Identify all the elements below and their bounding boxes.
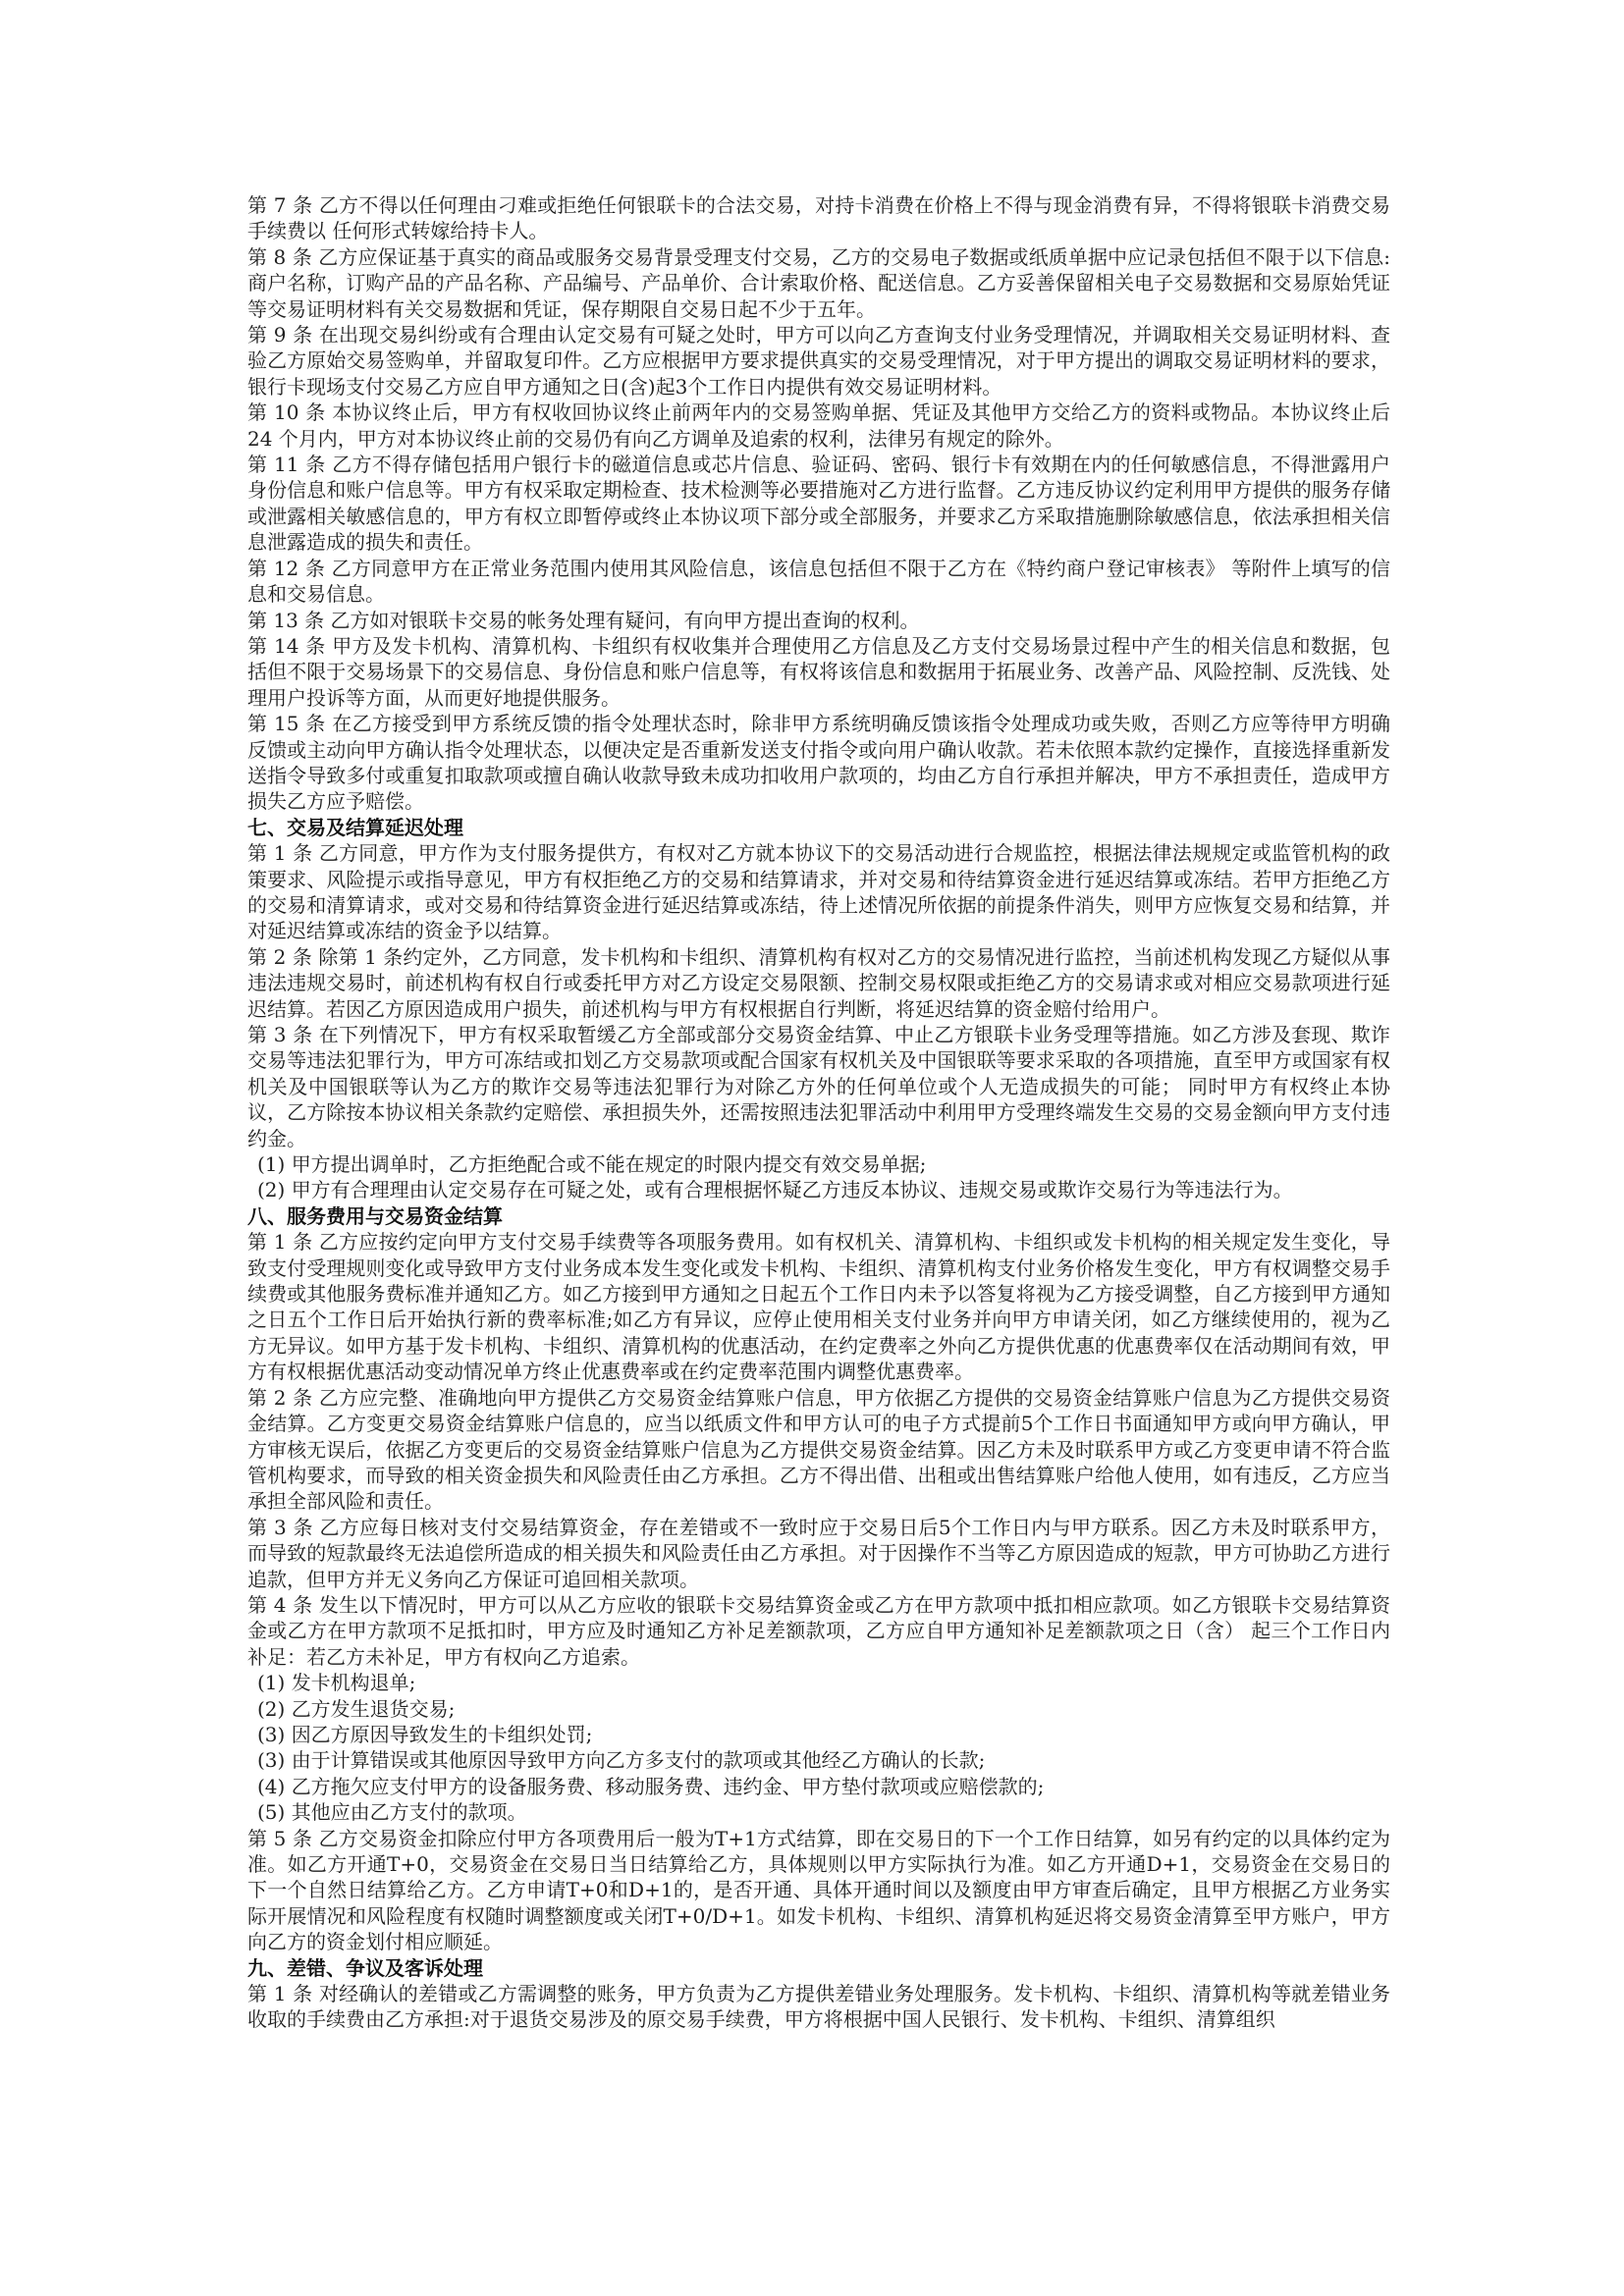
clause-paragraph: 第 10 条 本协议终止后，甲方有权收回协议终止前两年内的交易签购单据、凭证及其他甲方交给乙方的资料或物品。本协议终止后 24 个月内，甲方对本协议终止前的交易仍有向乙方调单及追索的权利，法律另有规定的除外。: [247, 400, 1390, 451]
clause-paragraph: 第 1 条 乙方应按约定向甲方支付交易手续费等各项服务费用。如有权机关、清算机构、卡组织或发卡机构的相关规定发生变化，导致支付受理规则变化或导致甲方支付业务成本发生变化或发卡机构、卡组织、清算机构支付业务价格发生变化，甲方有权调整交易手续费或其他服务费标准并通知乙方。如乙方接到甲方通知之日起五个工作日内未予以答复将视为乙方接受调整，自乙方接到甲方通知之日五个工作日后开始执行新的费率标准;如乙方有异议，应停止使用相关支付业务并向甲方申请关闭，如乙方继续使用的，视为乙方无异议。如甲方基于发卡机构、卡组织、清算机构的优惠活动，在约定费率之外向乙方提供优惠的优惠费率仅在活动期间有效，甲方有权根据优惠活动变动情况单方终止优惠费率或在约定费率范围内调整优惠费率。: [247, 1230, 1390, 1384]
clause-paragraph: 第 13 条 乙方如对银联卡交易的帐务处理有疑问，有向甲方提出查询的权利。: [247, 608, 920, 632]
list-item: (3) 由于计算错误或其他原因导致甲方向乙方多支付的款项或其他经乙方确认的长款;: [257, 1748, 986, 1773]
clause-paragraph: 第 12 条 乙方同意甲方在正常业务范围内使用其风险信息，该信息包括但不限于乙方在《特约商户登记审核表》 等附件上填写的信息和交易信息。: [247, 556, 1390, 607]
clause-paragraph: 第 1 条 对经确认的差错或乙方需调整的账务，甲方负责为乙方提供差错业务处理服务。发卡机构、卡组织、清算机构等就差错业务收取的手续费由乙方承担:对于退货交易涉及的原交易手续费，甲方将根据中国人民银行、发卡机构、卡组织、清算组织: [247, 1982, 1390, 2032]
clause-paragraph: 第 3 条 乙方应每日核对支付交易结算资金，存在差错或不一致时应于交易日后5个工作日内与甲方联系。因乙方未及时联系甲方，而导致的短款最终无法追偿所造成的相关损失和风险责任由乙方承担。对于因操作不当等乙方原因造成的短款，甲方可协助乙方进行追款，但甲方并无义务向乙方保证可追回相关款项。: [247, 1515, 1390, 1591]
section-heading: 七、交易及结算延迟处理: [247, 815, 463, 839]
list-item: (1) 发卡机构退单;: [257, 1671, 416, 1695]
list-item: (3) 因乙方原因导致发生的卡组织处罚;: [257, 1722, 593, 1746]
clause-paragraph: 第 3 条 在下列情况下，甲方有权采取暂缓乙方全部或部分交易资金结算、中止乙方银联卡业务受理等措施。如乙方涉及套现、欺诈交易等违法犯罪行为，甲方可冻结或扣划乙方交易款项或配合国家有权机关及中国银联等要求采取的各项措施，直至甲方或国家有权机关及中国银联等认为乙方的欺诈交易等违法犯罪行为对除乙方外的任何单位或个人无造成损失的可能； 同时甲方有权终止本协议，乙方除按本协议相关条款约定赔偿、承担损失外，还需按照违法犯罪活动中利用甲方受理终端发生交易的交易金额向甲方支付违约金。: [247, 1023, 1390, 1150]
list-item: (2) 甲方有合理理由认定交易存在可疑之处，或有合理根据怀疑乙方违反本协议、违规交易或欺诈交易行为等违法行为。: [257, 1178, 1293, 1202]
clause-paragraph: 第 11 条 乙方不得存储包括用户银行卡的磁道信息或芯片信息、验证码、密码、银行卡有效期在内的任何敏感信息，不得泄露用户身份信息和账户信息等。甲方有权采取定期检查、技术检测等必要措施对乙方进行监督。乙方违反协议约定利用甲方提供的服务存储或泄露相关敏感信息的，甲方有权立即暂停或终止本协议项下部分或全部服务，并要求乙方采取措施删除敏感信息，依法承担相关信息泄露造成的损失和责任。: [247, 453, 1390, 555]
clause-paragraph: 第 4 条 发生以下情况时，甲方可以从乙方应收的银联卡交易结算资金或乙方在甲方款项中抵扣相应款项。如乙方银联卡交易结算资金或乙方在甲方款项不足抵扣时，甲方应及时通知乙方补足差额款项，乙方应自甲方通知补足差额款项之日（含） 起三个工作日内补足：若乙方未补足，甲方有权向乙方追索。: [247, 1592, 1390, 1669]
clause-paragraph: 第 7 条 乙方不得以任何理由刁难或拒绝任何银联卡的合法交易，对持卡消费在价格上不得与现金消费有异，不得将银联卡消费交易手续费以 任何形式转嫁给持卡人。: [247, 193, 1390, 243]
clause-paragraph: 第 14 条 甲方及发卡机构、清算机构、卡组织有权收集并合理使用乙方信息及乙方支付交易场景过程中产生的相关信息和数据，包括但不限于交易场景下的交易信息、身份信息和账户信息等，有权将该信息和数据用于拓展业务、改善产品、风险控制、反洗钱、处理用户投诉等方面，从而更好地提供服务。: [247, 633, 1390, 710]
clause-paragraph: 第 1 条 乙方同意，甲方作为支付服务提供方，有权对乙方就本协议下的交易活动进行合规监控，根据法律法规规定或监管机构的政策要求、风险提示或指导意见，甲方有权拒绝乙方的交易和结算请求，并对交易和待结算资金进行延迟结算或冻结。若甲方拒绝乙方的交易和清算请求，或对交易和待结算资金进行延迟结算或冻结，待上述情况所依据的前提条件消失，则甲方应恢复交易和结算，并对延迟结算或冻结的资金予以结算。: [247, 841, 1390, 943]
list-item: (1) 甲方提出调单时，乙方拒绝配合或不能在规定的时限内提交有效交易单据;: [257, 1152, 927, 1177]
clause-paragraph: 第 8 条 乙方应保证基于真实的商品或服务交易背景受理支付交易，乙方的交易电子数据或纸质单据中应记录包括但不限于以下信息:商户名称，订购产品的产品名称、产品编号、产品单价、合计索取价格、配送信息。乙方妥善保留相关电子交易数据和交易原始凭证等交易证明材料有关交易数据和凭证，保存期限自交易日起不少于五年。: [247, 244, 1390, 321]
clause-paragraph: 第 5 条 乙方交易资金扣除应付甲方各项费用后一般为T+1方式结算，即在交易日的下一个工作日结算，如另有约定的以具体约定为准。如乙方开通T+0，交易资金在交易日当日结算给乙方，具体规则以甲方实际执行为准。如乙方开通D+1，交易资金在交易日的下一个自然日结算给乙方。乙方申请T+0和D+1的，是否开通、具体开通时间以及额度由甲方审查后确定，且甲方根据乙方业务实际开展情况和风险程度有权随时调整额度或关闭T+0/D+1。如发卡机构、卡组织、清算机构延迟将交易资金清算至甲方账户，甲方向乙方的资金划付相应顺延。: [247, 1826, 1390, 1954]
clause-paragraph: 第 2 条 除第 1 条约定外，乙方同意，发卡机构和卡组织、清算机构有权对乙方的交易情况进行监控，当前述机构发现乙方疑似从事违法违规交易时，前述机构有权自行或委托甲方对乙方设定交易限额、控制交易权限或拒绝乙方的交易请求或对相应交易款项进行延迟结算。若因乙方原因造成用户损失，前述机构与甲方有权根据自行判断，将延迟结算的资金赔付给用户。: [247, 944, 1390, 1021]
clause-paragraph: 第 2 条 乙方应完整、准确地向甲方提供乙方交易资金结算账户信息，甲方依据乙方提供的交易资金结算账户信息为乙方提供交易资金结算。乙方变更交易资金结算账户信息的，应当以纸质文件和甲方认可的电子方式提前5个工作日书面通知甲方或向甲方确认，甲方审核无误后，依据乙方变更后的交易资金结算账户信息为乙方提供交易资金结算。因乙方未及时联系甲方或乙方变更申请不符合监管机构要求，而导致的相关资金损失和风险责任由乙方承担。乙方不得出借、出租或出售结算账户给他人使用，如有违反，乙方应当承担全部风险和责任。: [247, 1385, 1390, 1514]
section-heading: 九、差错、争议及客诉处理: [247, 1955, 483, 1980]
list-item: (2) 乙方发生退货交易;: [257, 1696, 456, 1721]
list-item: (4) 乙方拖欠应支付甲方的设备服务费、移动服务费、违约金、甲方垫付款项或应赔偿款的;: [257, 1774, 1045, 1798]
clause-paragraph: 第 15 条 在乙方接受到甲方系统反馈的指令处理状态时，除非甲方系统明确反馈该指令处理成功或失败，否则乙方应等待甲方明确反馈或主动向甲方确认指令处理状态，以便决定是否重新发送支付指令或向用户确认收款。若未依照本款约定操作，直接选择重新发送指令导致多付或重复扣取款项或擅自确认收款导致未成功扣收用户款项的，均由乙方自行承担并解决，甲方不承担责任，造成甲方损失乙方应予赔偿。: [247, 712, 1390, 814]
clause-paragraph: 第 9 条 在出现交易纠纷或有合理由认定交易有可疑之处时，甲方可以向乙方查询支付业务受理情况，并调取相关交易证明材料、查验乙方原始交易签购单，并留取复印件。乙方应根据甲方要求提供真实的交易受理情况，对于甲方提出的调取交易证明材料的要求，银行卡现场支付交易乙方应自甲方通知之日(含)起3个工作日内提供有效交易证明材料。: [247, 323, 1390, 399]
document-body: [247, 192, 1390, 2033]
list-item: (5) 其他应由乙方支付的款项。: [257, 1800, 527, 1825]
section-heading: 八、服务费用与交易资金结算: [247, 1203, 503, 1228]
